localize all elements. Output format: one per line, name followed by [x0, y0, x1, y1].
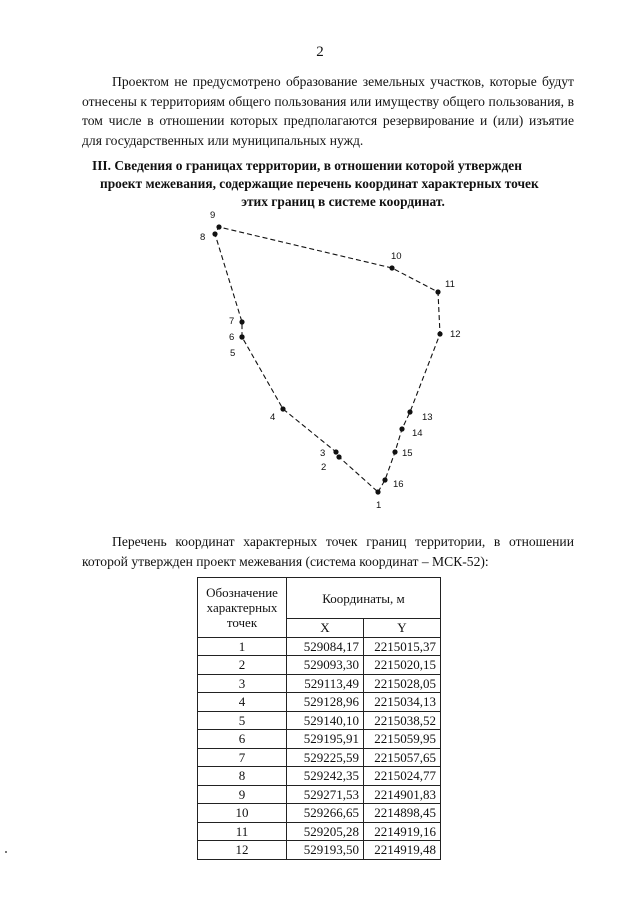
- cell-point: 2: [198, 656, 287, 675]
- cell-y: 2215057,65: [364, 748, 441, 767]
- cell-x: 529266,65: [287, 804, 364, 823]
- cell-point: 8: [198, 767, 287, 786]
- boundary-point-15: [392, 449, 397, 454]
- boundary-point-2: [336, 454, 341, 459]
- cell-x: 529195,91: [287, 730, 364, 749]
- table-row: [198, 804, 441, 823]
- cell-y: 2214919,16: [364, 822, 441, 841]
- boundary-point-9: [216, 224, 221, 229]
- cell-point: 10: [198, 804, 287, 823]
- point-label-10: 10: [391, 251, 402, 262]
- cell-point: 1: [198, 637, 287, 656]
- boundary-point-1: [375, 489, 380, 494]
- table-row: [198, 674, 441, 693]
- boundary-point-13: [407, 409, 412, 414]
- cell-y: 2215059,95: [364, 730, 441, 749]
- header-x: X: [287, 619, 364, 638]
- cell-x: 529128,96: [287, 693, 364, 712]
- point-label-5: 5: [230, 348, 236, 359]
- cell-y: 2215024,77: [364, 767, 441, 786]
- section-heading-line-1: III. Сведения о границах территории, в отношении которой утвержден: [92, 158, 522, 173]
- table-row: [198, 822, 441, 841]
- boundary-point-6: [239, 334, 244, 339]
- cell-x: 529271,53: [287, 785, 364, 804]
- boundary-point-4: [280, 406, 285, 411]
- table-row: [198, 711, 441, 730]
- cell-y: 2214919,48: [364, 841, 441, 860]
- table-row: [198, 693, 441, 712]
- cell-y: 2215015,37: [364, 637, 441, 656]
- cell-y: 2215038,52: [364, 711, 441, 730]
- table-row: [198, 730, 441, 749]
- cell-point: 9: [198, 785, 287, 804]
- boundary-point-7: [239, 319, 244, 324]
- table-row: [198, 841, 441, 860]
- cell-y: 2214901,83: [364, 785, 441, 804]
- table-row: [198, 785, 441, 804]
- boundary-point-16: [382, 477, 387, 482]
- boundary-point-3: [333, 449, 338, 454]
- intro-paragraph: Проектом не предусмотрено образование земельных участков, которые будут отнесены к территориям общего пользования или имуществу общего пользования, в том числе в отношении которых предполагаются резервирование и (или) изъятие для государственных или муниципальных нужд.: [82, 74, 574, 148]
- cell-x: 529084,17: [287, 637, 364, 656]
- cell-x: 529193,50: [287, 841, 364, 860]
- cell-point: 5: [198, 711, 287, 730]
- cell-x: 529242,35: [287, 767, 364, 786]
- cell-y: 2215020,15: [364, 656, 441, 675]
- cell-point: 3: [198, 674, 287, 693]
- table-row: [198, 767, 441, 786]
- cell-x: 529140,10: [287, 711, 364, 730]
- point-label-4: 4: [270, 412, 276, 423]
- cell-x: 529113,49: [287, 674, 364, 693]
- point-label-1: 1: [376, 500, 382, 508]
- point-label-13: 13: [422, 412, 433, 423]
- point-label-11: 11: [445, 279, 455, 290]
- point-label-2: 2: [321, 462, 327, 473]
- boundary-point-14: [399, 426, 404, 431]
- section-heading-line-3: этих границ в системе координат.: [241, 194, 445, 209]
- cell-y: 2214898,45: [364, 804, 441, 823]
- cell-x: 529093,30: [287, 656, 364, 675]
- cell-y: 2215034,13: [364, 693, 441, 712]
- cell-point: 6: [198, 730, 287, 749]
- coordinates-table: [197, 577, 441, 860]
- point-label-15: 15: [402, 448, 413, 459]
- table-row: [198, 637, 441, 656]
- cell-point: 12: [198, 841, 287, 860]
- point-label-8: 8: [200, 232, 206, 243]
- cell-y: 2215028,05: [364, 674, 441, 693]
- header-y: Y: [364, 619, 441, 638]
- boundary-scheme: [190, 208, 470, 508]
- cell-x: 529205,28: [287, 822, 364, 841]
- boundary-point-10: [389, 265, 394, 270]
- table-header-row: [198, 578, 441, 619]
- point-label-12: 12: [450, 329, 461, 340]
- cell-x: 529225,59: [287, 748, 364, 767]
- point-label-3: 3: [320, 448, 326, 459]
- scan-artifact: [5, 851, 7, 853]
- point-label-16: 16: [393, 479, 404, 490]
- table-row: [198, 748, 441, 767]
- cell-point: 11: [198, 822, 287, 841]
- cell-point: 7: [198, 748, 287, 767]
- section-heading: [82, 157, 574, 211]
- table-row: [198, 656, 441, 675]
- section-heading-line-2: проект межевания, содержащие перечень координат характерных точек: [100, 176, 539, 191]
- boundary-point-8: [212, 231, 217, 236]
- point-label-9: 9: [210, 210, 216, 221]
- header-coordinates: Координаты, м: [287, 578, 441, 619]
- page-number: 2: [316, 44, 324, 60]
- point-label-7: 7: [229, 316, 235, 327]
- boundary-point-12: [437, 331, 442, 336]
- coordinates-intro-paragraph: Перечень координат характерных точек границ территории, в отношении которой утвержден проект межевания (система координат – МСК-52):: [82, 534, 574, 569]
- point-label-6: 6: [229, 332, 235, 343]
- cell-point: 4: [198, 693, 287, 712]
- boundary-point-11: [435, 289, 440, 294]
- header-point-designation: Обозначение характерных точек: [198, 578, 287, 638]
- point-label-14: 14: [412, 428, 423, 439]
